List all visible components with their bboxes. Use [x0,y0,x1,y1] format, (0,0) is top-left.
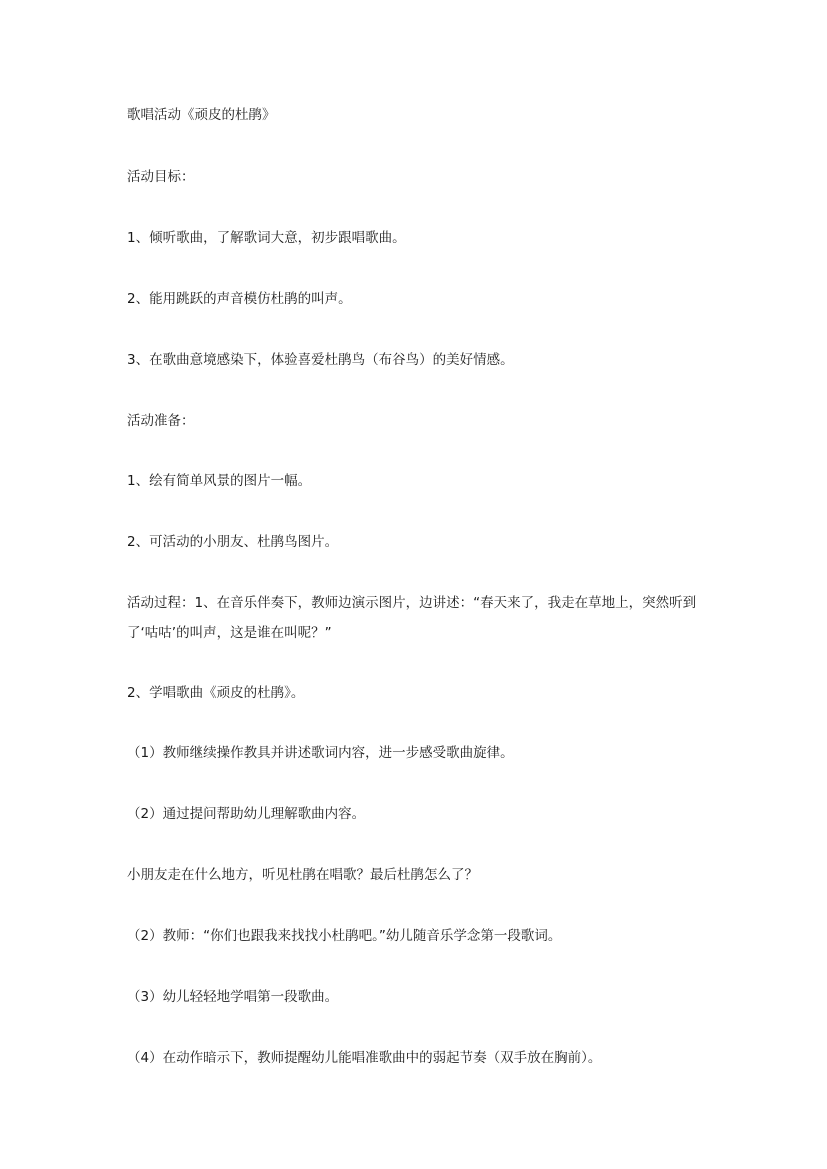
prep-item-1: 1、绘有简单风景的图片一幅。 [127,473,312,489]
process-substep-1: （1）教师继续操作教具并讲述歌词内容，进一步感受歌曲旋律。 [127,745,514,761]
section-heading-preparation: 活动准备： [127,413,195,429]
goal-item-2: 2、能用跳跃的声音模仿杜鹃的叫声。 [127,291,352,307]
goal-item-1: 1、倾听歌曲，了解歌词大意，初步跟唱歌曲。 [127,230,406,246]
process-step-2: 2、学唱歌曲《顽皮的杜鹃》。 [127,685,305,701]
prep-item-2: 2、可活动的小朋友、杜鹃鸟图片。 [127,534,339,550]
process-paragraph: 活动过程：1、在音乐伴奏下，教师边演示图片，边讲述：“春天来了，我走在草地上，突然听到了‘咕咕’的叫声，这是谁在叫呢？” [127,595,697,641]
section-heading-goals: 活动目标： [127,169,195,185]
process-substep-3: （3）幼儿轻轻地学唱第一段歌曲。 [127,989,339,1005]
process-substep-4: （4）在动作暗示下，教师提醒幼儿能唱准歌曲中的弱起节奏（双手放在胸前）。 [127,1050,602,1066]
document-title: 歌唱活动《顽皮的杜鹃》 [127,107,276,123]
goal-item-3: 3、在歌曲意境感染下，体验喜爱杜鹃鸟（布谷鸟）的美好情感。 [127,352,514,368]
process-substep-2b: （2）教师：“你们也跟我来找找小杜鹃吧。”幼儿随音乐学念第一段歌词。 [127,928,562,944]
process-substep-2: （2）通过提问帮助幼儿理解歌曲内容。 [127,806,366,822]
process-question: 小朋友走在什么地方，听见杜鹃在唱歌？最后杜鹃怎么了？ [127,867,478,883]
